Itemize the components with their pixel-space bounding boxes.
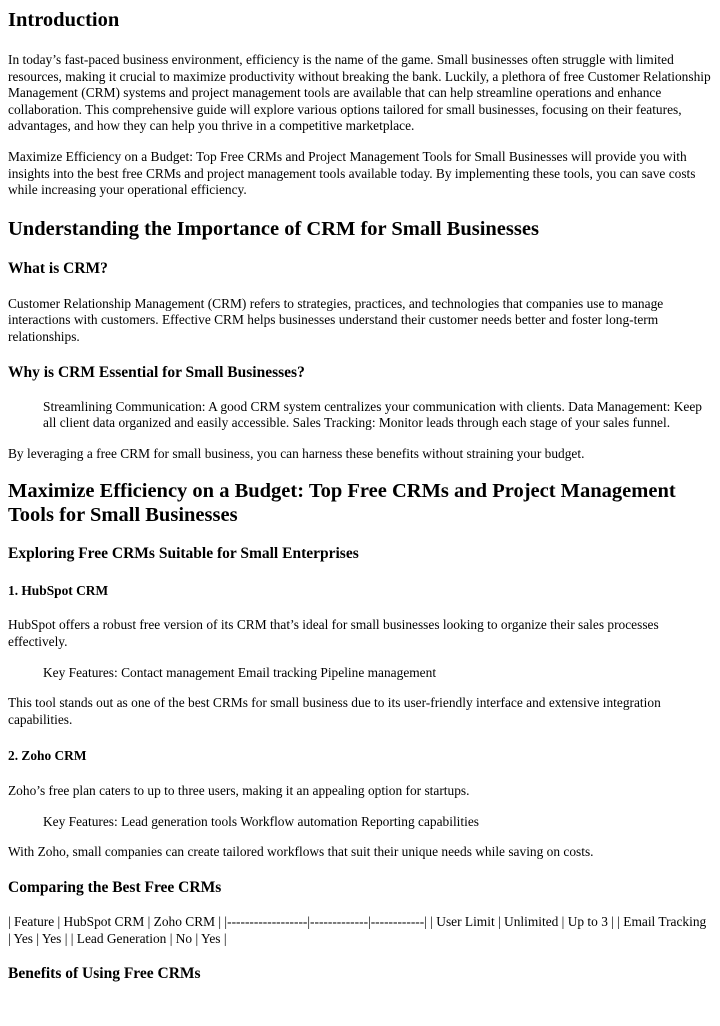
why-crm-list: Streamlining Communication: A good CRM system centralizes your communication with clients. Data Management: Keep all client data organized and easily accessible. Sales Tracking: Monitor leads through each stage of your sales funnel. <box>43 398 702 431</box>
zoho-heading: 2. Zoho CRM <box>8 748 87 764</box>
maximize-heading: Maximize Efficiency on a Budget: Top Free CRMs and Project Management Tools for Small Businesses <box>8 480 676 527</box>
intro-paragraph-2: Maximize Efficiency on a Budget: Top Free CRMs and Project Management Tools for Small Businesses will provide you with insights into the best free CRMs and project management tools available today. By implementing these tools, you can save costs while increasing your operational efficiency. <box>8 148 696 198</box>
what-is-crm-paragraph: Customer Relationship Management (CRM) refers to strategies, practices, and technologies that companies use to manage interactions with customers. Effective CRM helps businesses understand their customer needs better and foster long-term relationships. <box>8 295 664 344</box>
zoho-features: Key Features: Lead generation tools Workflow automation Reporting capabilities <box>43 813 479 829</box>
article <box>0 8 712 983</box>
hubspot-features: Key Features: Contact management Email tracking Pipeline management <box>43 664 437 680</box>
benefits-heading: Benefits of Using Free CRMs <box>8 965 201 983</box>
importance-heading: Understanding the Importance of CRM for Small Businesses <box>8 217 539 240</box>
hubspot-paragraph: HubSpot offers a robust free version of its CRM that’s ideal for small businesses looking to organize their sales processes effectively. <box>8 617 659 649</box>
compare-heading: Comparing the Best Free CRMs <box>8 879 222 897</box>
hubspot-heading: 1. HubSpot CRM <box>8 583 109 599</box>
intro-paragraph-1: In today’s fast-paced business environment, efficiency is the name of the game. Small businesses often struggle with limited resources, making it crucial to maximize productivity without breaking the bank. Luckily, a plethora of free Customer Relationship Management (CRM) systems and project management tools are available that can help streamline operations and enhance collaboration. This comprehensive guide will explore various options tailored for small businesses, focusing on their features, advantages, and how they can help you thrive in a competitive marketplace. <box>8 52 711 134</box>
intro-heading: Introduction <box>8 9 120 31</box>
why-crm-paragraph: By leveraging a free CRM for small business, you can harness these benefits without straining your budget. <box>8 445 585 461</box>
explore-heading: Exploring Free CRMs Suitable for Small Enterprises <box>8 545 359 563</box>
zoho-paragraph: Zoho’s free plan caters to up to three users, making it an appealing option for startups. <box>8 783 470 799</box>
hubspot-after-paragraph: This tool stands out as one of the best CRMs for small business due to its user-friendly interface and extensive integration capabilities. <box>8 695 661 727</box>
zoho-after-paragraph: With Zoho, small companies can create tailored workflows that suit their unique needs while saving on costs. <box>8 844 594 860</box>
why-crm-heading: Why is CRM Essential for Small Businesses? <box>8 363 305 381</box>
what-is-crm-heading: What is CRM? <box>8 259 108 277</box>
compare-table-text: | Feature | HubSpot CRM | Zoho CRM | |------------------|-------------|------------| | User Limit | Unlimited | Up to 3 | | Email Tracking | Yes | Yes | | Lead Generation | No | Yes | <box>8 914 707 946</box>
